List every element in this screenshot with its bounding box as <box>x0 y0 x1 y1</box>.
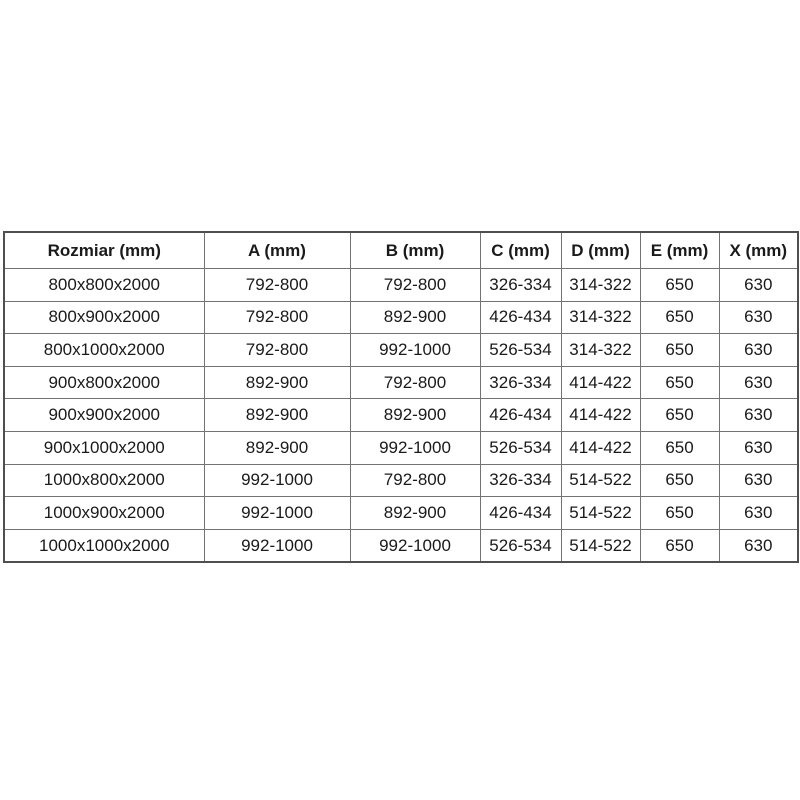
size-cell: 900x900x2000 <box>4 399 204 432</box>
table-row <box>4 431 798 464</box>
value-cell: 414-422 <box>561 431 640 464</box>
value-cell: 526-534 <box>480 431 561 464</box>
value-cell: 892-900 <box>204 431 350 464</box>
column-header-0: Rozmiar (mm) <box>4 232 204 269</box>
value-cell: 892-900 <box>350 301 480 334</box>
value-cell: 630 <box>719 334 798 367</box>
value-cell: 992-1000 <box>204 464 350 497</box>
value-cell: 892-900 <box>350 399 480 432</box>
value-cell: 650 <box>640 464 719 497</box>
size-cell: 900x1000x2000 <box>4 431 204 464</box>
column-header-6: X (mm) <box>719 232 798 269</box>
value-cell: 650 <box>640 399 719 432</box>
value-cell: 526-534 <box>480 334 561 367</box>
size-cell: 800x900x2000 <box>4 301 204 334</box>
value-cell: 630 <box>719 529 798 562</box>
column-header-5: E (mm) <box>640 232 719 269</box>
header-row <box>4 232 798 269</box>
value-cell: 426-434 <box>480 399 561 432</box>
value-cell: 992-1000 <box>204 529 350 562</box>
value-cell: 630 <box>719 269 798 302</box>
value-cell: 630 <box>719 431 798 464</box>
value-cell: 792-800 <box>204 301 350 334</box>
table-body <box>4 269 798 563</box>
value-cell: 426-434 <box>480 301 561 334</box>
value-cell: 630 <box>719 497 798 530</box>
size-cell: 1000x800x2000 <box>4 464 204 497</box>
value-cell: 992-1000 <box>350 529 480 562</box>
value-cell: 792-800 <box>204 334 350 367</box>
value-cell: 414-422 <box>561 366 640 399</box>
value-cell: 514-522 <box>561 529 640 562</box>
value-cell: 892-900 <box>350 497 480 530</box>
table-row <box>4 399 798 432</box>
table-row <box>4 497 798 530</box>
size-cell: 900x800x2000 <box>4 366 204 399</box>
value-cell: 630 <box>719 464 798 497</box>
value-cell: 314-322 <box>561 269 640 302</box>
table-row <box>4 529 798 562</box>
value-cell: 992-1000 <box>350 431 480 464</box>
value-cell: 992-1000 <box>204 497 350 530</box>
column-header-4: D (mm) <box>561 232 640 269</box>
size-cell: 800x800x2000 <box>4 269 204 302</box>
value-cell: 526-534 <box>480 529 561 562</box>
value-cell: 650 <box>640 269 719 302</box>
value-cell: 992-1000 <box>350 334 480 367</box>
value-cell: 326-334 <box>480 366 561 399</box>
value-cell: 892-900 <box>204 399 350 432</box>
column-header-3: C (mm) <box>480 232 561 269</box>
value-cell: 630 <box>719 399 798 432</box>
value-cell: 514-522 <box>561 497 640 530</box>
table-row <box>4 269 798 302</box>
value-cell: 650 <box>640 301 719 334</box>
value-cell: 892-900 <box>204 366 350 399</box>
column-header-1: A (mm) <box>204 232 350 269</box>
table-row <box>4 464 798 497</box>
value-cell: 326-334 <box>480 269 561 302</box>
value-cell: 314-322 <box>561 301 640 334</box>
value-cell: 792-800 <box>204 269 350 302</box>
value-cell: 650 <box>640 497 719 530</box>
dimensions-table <box>3 231 799 563</box>
table-row <box>4 301 798 334</box>
value-cell: 650 <box>640 334 719 367</box>
table-row <box>4 366 798 399</box>
size-cell: 1000x900x2000 <box>4 497 204 530</box>
value-cell: 630 <box>719 301 798 334</box>
value-cell: 426-434 <box>480 497 561 530</box>
table-row <box>4 334 798 367</box>
size-cell: 1000x1000x2000 <box>4 529 204 562</box>
value-cell: 314-322 <box>561 334 640 367</box>
value-cell: 792-800 <box>350 366 480 399</box>
value-cell: 650 <box>640 366 719 399</box>
value-cell: 514-522 <box>561 464 640 497</box>
column-header-2: B (mm) <box>350 232 480 269</box>
value-cell: 792-800 <box>350 269 480 302</box>
value-cell: 414-422 <box>561 399 640 432</box>
value-cell: 326-334 <box>480 464 561 497</box>
value-cell: 630 <box>719 366 798 399</box>
value-cell: 650 <box>640 529 719 562</box>
value-cell: 792-800 <box>350 464 480 497</box>
value-cell: 650 <box>640 431 719 464</box>
size-cell: 800x1000x2000 <box>4 334 204 367</box>
